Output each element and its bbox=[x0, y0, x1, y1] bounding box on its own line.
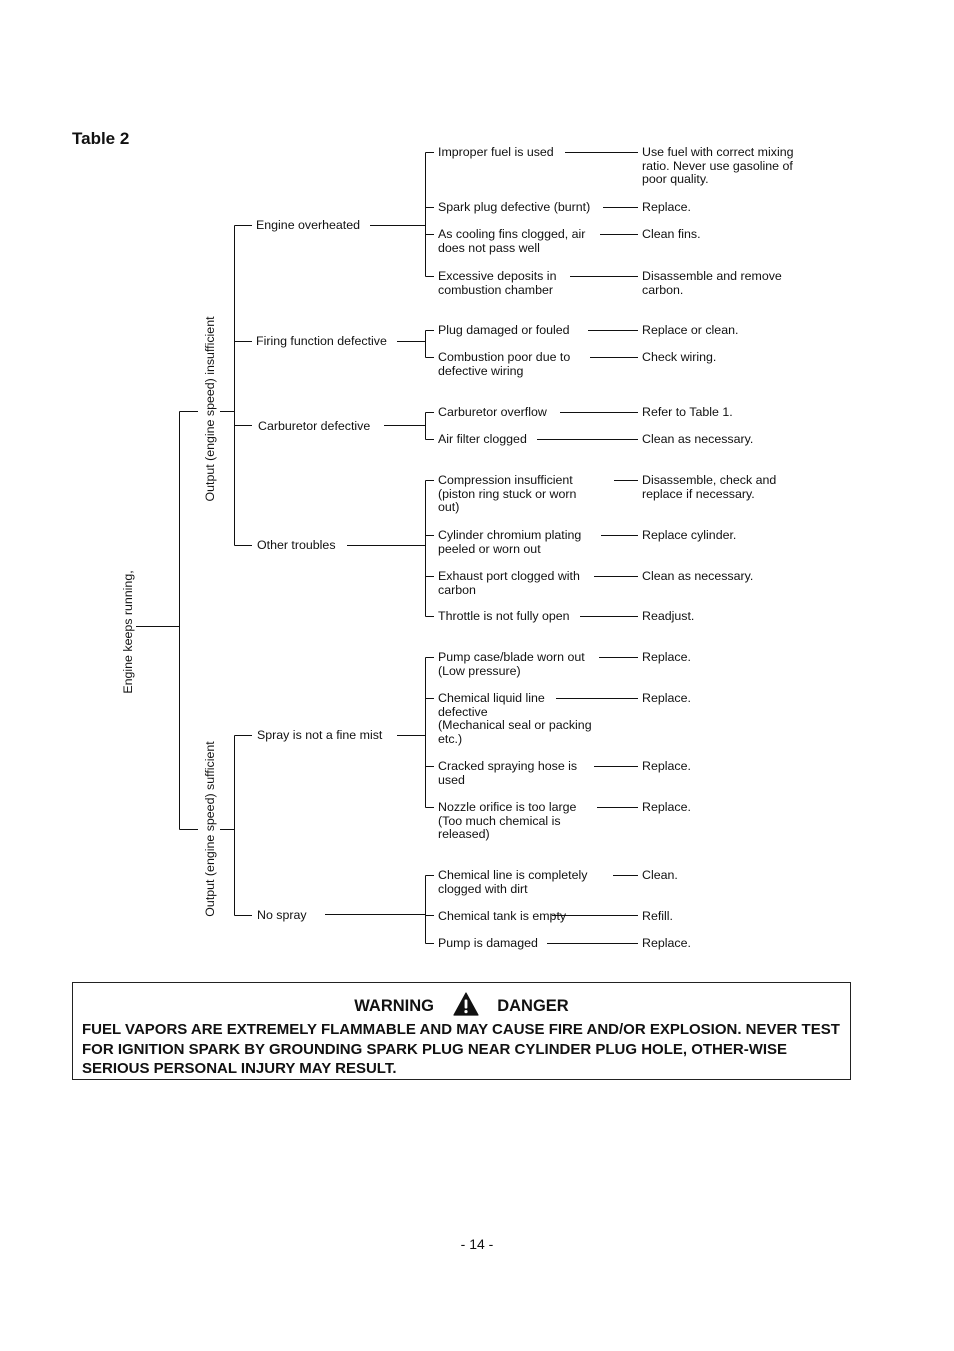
branch-label-output-insufficient: Output (engine speed) insufficient bbox=[203, 316, 217, 502]
cause-text: Plug damaged or fouled bbox=[438, 323, 570, 337]
remedy-text: Readjust. bbox=[642, 609, 695, 623]
remedy-text: Clean as necessary. bbox=[642, 432, 754, 446]
remedy-text: Use fuel with correct mixing ratio. Never use gasoline of poor quality. bbox=[642, 145, 794, 187]
remedy-text: Replace. bbox=[642, 691, 691, 705]
cause-text: Nozzle orifice is too large (Too much chemical is released) bbox=[438, 800, 577, 842]
remedy-text: Replace. bbox=[642, 759, 691, 773]
cause-text: Air filter clogged bbox=[438, 432, 527, 446]
remedy-text: Refill. bbox=[642, 909, 673, 923]
table-title: Table 2 bbox=[72, 129, 130, 148]
remedy-text: Disassemble and remove carbon. bbox=[642, 269, 782, 297]
cause-text: Excessive deposits in combustion chamber bbox=[438, 269, 557, 297]
remedy-text: Disassemble, check and replace if necessary. bbox=[642, 473, 777, 501]
cause-text: Pump case/blade worn out (Low pressure) bbox=[438, 650, 585, 678]
cause-text: Cracked spraying hose is used bbox=[438, 759, 578, 787]
cause-text: Cylinder chromium plating peeled or worn out bbox=[438, 528, 582, 556]
cause-text: Improper fuel is used bbox=[438, 145, 554, 159]
warning-label: WARNING bbox=[354, 997, 435, 1015]
warning-text: FUEL VAPORS ARE EXTREMELY FLAMMABLE AND MAY CAUSE FIRE AND/OR EXPLOSION. NEVER TEST FOR IGNITION SPARK BY GROUNDING SPARK PLUG NEAR CYLINDER PLUG HOLE, OTHER-WISE SERIOUS PERSONAL INJURY MAY RESULT. bbox=[82, 1021, 840, 1077]
group-label-spray-not-fine: Spray is not a fine mist bbox=[257, 728, 383, 742]
remedy-text: Replace. bbox=[642, 650, 691, 664]
remedy-text: Refer to Table 1. bbox=[642, 405, 733, 419]
branch-label-output-sufficient: Output (engine speed) sufficient bbox=[203, 741, 217, 917]
warning-header bbox=[73, 992, 850, 1021]
remedy-text: Clean. bbox=[642, 868, 678, 882]
group-label-carburetor: Carburetor defective bbox=[258, 419, 371, 433]
cause-text: Combustion poor due to defective wiring bbox=[438, 350, 571, 378]
remedy-text: Replace. bbox=[642, 936, 691, 950]
remedy-text: Replace or clean. bbox=[642, 323, 739, 337]
warning-box bbox=[72, 982, 851, 1080]
cause-text: Spark plug defective (burnt) bbox=[438, 200, 591, 214]
danger-label: DANGER bbox=[497, 997, 569, 1015]
group-label-engine-overheated: Engine overheated bbox=[256, 218, 361, 232]
warning-triangle-icon bbox=[453, 992, 479, 1021]
cause-text: Chemical line is completely clogged with dirt bbox=[438, 868, 588, 896]
remedy-text: Clean as necessary. bbox=[642, 569, 754, 583]
cause-text: Chemical tank is empty bbox=[438, 909, 567, 923]
cause-text: Throttle is not fully open bbox=[438, 609, 570, 623]
group-label-firing-function: Firing function defective bbox=[256, 334, 387, 348]
remedy-text: Replace. bbox=[642, 200, 691, 214]
remedy-text: Replace cylinder. bbox=[642, 528, 737, 542]
cause-text: Compression insufficient (piston ring stuck or worn out) bbox=[438, 473, 577, 515]
cause-text: Chemical liquid line defective (Mechanical seal or packing etc.) bbox=[438, 691, 592, 746]
remedy-text: Replace. bbox=[642, 800, 691, 814]
cause-text: As cooling fins clogged, air does not pass well bbox=[438, 227, 586, 255]
cause-text: Pump is damaged bbox=[438, 936, 538, 950]
page-number: - 14 - bbox=[460, 1236, 494, 1252]
group-label-no-spray: No spray bbox=[257, 908, 307, 922]
remedy-text: Clean fins. bbox=[642, 227, 701, 241]
cause-text: Carburetor overflow bbox=[438, 405, 547, 419]
root-label: Engine keeps running, bbox=[121, 570, 135, 694]
cause-text: Exhaust port clogged with carbon bbox=[438, 569, 580, 597]
remedy-text: Check wiring. bbox=[642, 350, 717, 364]
group-label-other-troubles: Other troubles bbox=[257, 538, 336, 552]
